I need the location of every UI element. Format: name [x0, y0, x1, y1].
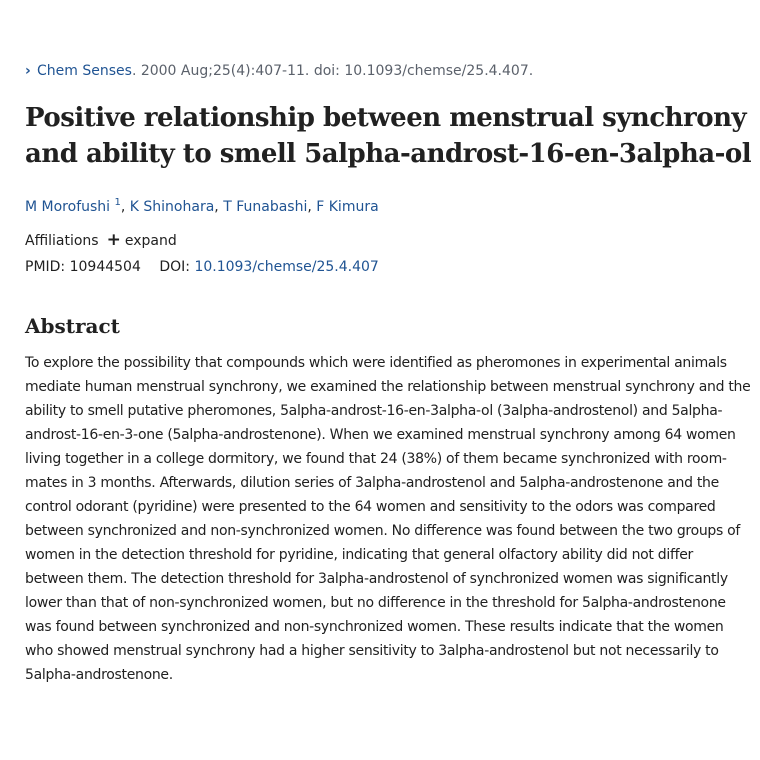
doi-label: DOI: [159, 259, 190, 275]
abstract-text: To explore the possibility that compounds which were identified as pheromones in experimental animals mediate human menstrual synchrony, we examined the relationship between menstrual synchrony and the ability to smell putative pheromones, 5alpha-androst-16-en-3alpha-ol (3alpha-androstenol) and 5alpha-androst-16-en-3-one (5alpha-androstenone). When we examined menstrual synchrony among 64 women living together in a college dormitory, we found that 24 (38%) of them became synchronized with room-mates in 3 months. Afterwards, dilution series of 3alpha-androstenol and 5alpha-androstenone and the control odorant (pyridine) were presented to the 64 women and sensitivity to the odors was compared between synchronized and non-synchronized women. No difference was found between the two groups of women in the detection threshold for pyridine, indicating that general olfactory ability did not differ between them. The detection threshold for 3alpha-androstenol of synchronized women was significantly lower than that of non-synchronized women, but no difference in the threshold for 5alpha-androstenone was found between synchronized and non-synchronized women. These results indicate that the women who showed menstrual synchrony had a higher sensitivity to 3alpha-androstenol but not necessarily to 5alpha-androstenone. [25, 355, 751, 683]
pmid-value: 10944504 [69, 259, 141, 275]
citation-details: . 2000 Aug;25(4):407-11. doi: 10.1093/chemse/25.4.407. [131, 63, 534, 79]
author-separator: , [307, 199, 317, 215]
identifiers-line [25, 257, 379, 277]
affiliations-label: Affiliations [25, 233, 99, 249]
chevron-right-icon[interactable]: › [25, 63, 31, 79]
author-link[interactable]: F Kimura [316, 199, 379, 215]
author-list [25, 193, 379, 217]
doi-link[interactable]: 10.1093/chemse/25.4.407 [194, 259, 379, 275]
author-separator: , [120, 199, 130, 215]
plus-icon: + [106, 230, 121, 250]
pmid-label: PMID: [25, 259, 66, 275]
author-separator: , [214, 199, 224, 215]
affiliation-marker[interactable]: 1 [114, 197, 121, 208]
expand-label[interactable]: expand [124, 233, 177, 249]
journal-link[interactable]: Chem Senses [37, 63, 132, 79]
author-link[interactable]: T Funabashi [223, 199, 308, 215]
affiliations-toggle[interactable] [25, 230, 177, 251]
abstract-heading: Abstract [25, 314, 120, 338]
article-title: Positive relationship between menstrual synchrony and ability to smell 5alpha-androst-16-en-3alpha-ol [25, 103, 752, 169]
author-link[interactable]: K Shinohara [129, 199, 215, 215]
citation-line [25, 61, 533, 81]
author-link[interactable]: M Morofushi [25, 199, 111, 215]
